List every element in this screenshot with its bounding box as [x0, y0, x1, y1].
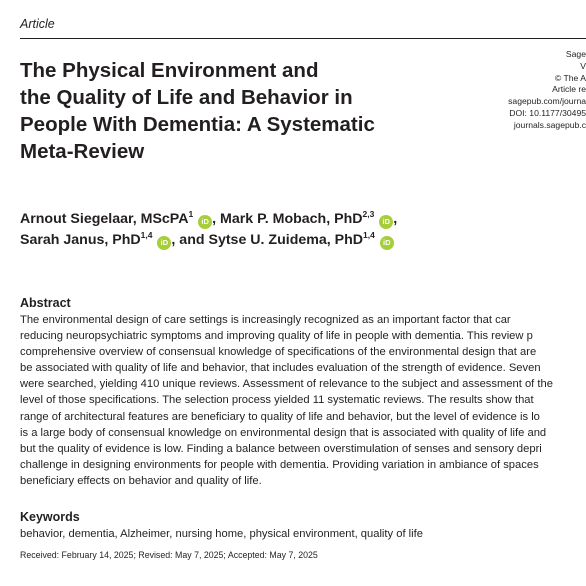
journal-link[interactable]: sagepub.com/journa	[508, 96, 586, 107]
abstract-heading: Abstract	[20, 296, 71, 310]
author-affiliation: 1,4	[363, 230, 375, 240]
received-dates: Received: February 14, 2025; Revised: May 7, 2025; Accepted: May 7, 2025	[20, 550, 318, 560]
keywords-heading: Keywords	[20, 510, 80, 524]
title-line: People With Dementia: A Systematic	[20, 113, 375, 136]
abstract-line: be associated with quality of life and behavior, that includes evaluation of the strength of evidence. Seven	[20, 362, 541, 375]
article-title	[20, 57, 480, 165]
meta-line: Article re	[552, 84, 586, 95]
journal-home-link[interactable]: journals.sagepub.c	[513, 119, 586, 130]
abstract-line: comprehensive overview of consensual knowledge of specifications of the environmental design that are	[20, 346, 537, 359]
author-name: Arnout Siegelaar, MScPA	[20, 211, 189, 227]
orcid-icon[interactable]: iD	[157, 236, 171, 250]
orcid-icon[interactable]: iD	[380, 236, 394, 250]
abstract-line: is a large body of consensual knowledge on environmental design that is associated with quality of life and	[20, 426, 547, 439]
author-line-2	[20, 230, 580, 251]
abstract-line: but the quality of evidence is low. Finding a balance between overstimulation of senses and sensory depri	[20, 442, 542, 455]
author-affiliation: 1	[188, 209, 194, 219]
author-separator: ,	[212, 211, 221, 227]
author-affiliation: 1,4	[140, 230, 153, 240]
author-separator: , and	[171, 232, 209, 248]
abstract-line: reducing neuropsychiatric symptoms and improving quality of life in people with dementia. This review p	[20, 330, 533, 343]
meta-line: © The A	[554, 72, 586, 83]
orcid-icon[interactable]: iD	[379, 215, 393, 229]
abstract-line: were searched, yielding 410 unique reviews. Assessment of relevance to the subject and assessment of the	[20, 378, 553, 391]
author-separator: ,	[393, 211, 398, 227]
abstract-line: challenge in designing environments for people with dementia. Providing variation in ambiance of spaces	[20, 458, 539, 471]
orcid-icon[interactable]: iD	[198, 215, 212, 229]
abstract-line: range of architectural features are beneficiary to quality of life and behavior, but the level of evidence is lo	[20, 410, 540, 423]
meta-line: Sage	[565, 49, 586, 59]
doi-link[interactable]: DOI: 10.1177/30495	[509, 107, 586, 118]
meta-line: V	[580, 60, 586, 71]
author-list	[20, 209, 580, 251]
abstract-line: The environmental design of care settings is increasingly recognized as an important factor that car	[20, 314, 511, 326]
header-rule	[20, 38, 586, 39]
journal-meta	[486, 49, 586, 132]
abstract-line: beneficiary effects on behavior and quality of life.	[20, 474, 262, 487]
author-affiliation: 2,3	[362, 209, 375, 219]
author-line-1	[20, 209, 580, 230]
article-type-label: Article	[20, 17, 55, 31]
author-name: Mark P. Mobach, PhD	[220, 211, 363, 227]
title-line: the Quality of Life and Behavior in	[20, 86, 353, 109]
author-name: Sytse U. Zuidema, PhD	[208, 232, 364, 248]
title-line: Meta-Review	[20, 140, 145, 163]
author-name: Sarah Janus, PhD	[20, 232, 141, 248]
title-line: The Physical Environment and	[20, 59, 319, 82]
keywords-list: behavior, dementia, Alzheimer, nursing home, physical environment, quality of life	[20, 528, 423, 540]
abstract-body	[20, 312, 586, 489]
abstract-line: level of those specifications. The selection process yielded 11 systematic reviews. The results show that	[20, 394, 534, 407]
